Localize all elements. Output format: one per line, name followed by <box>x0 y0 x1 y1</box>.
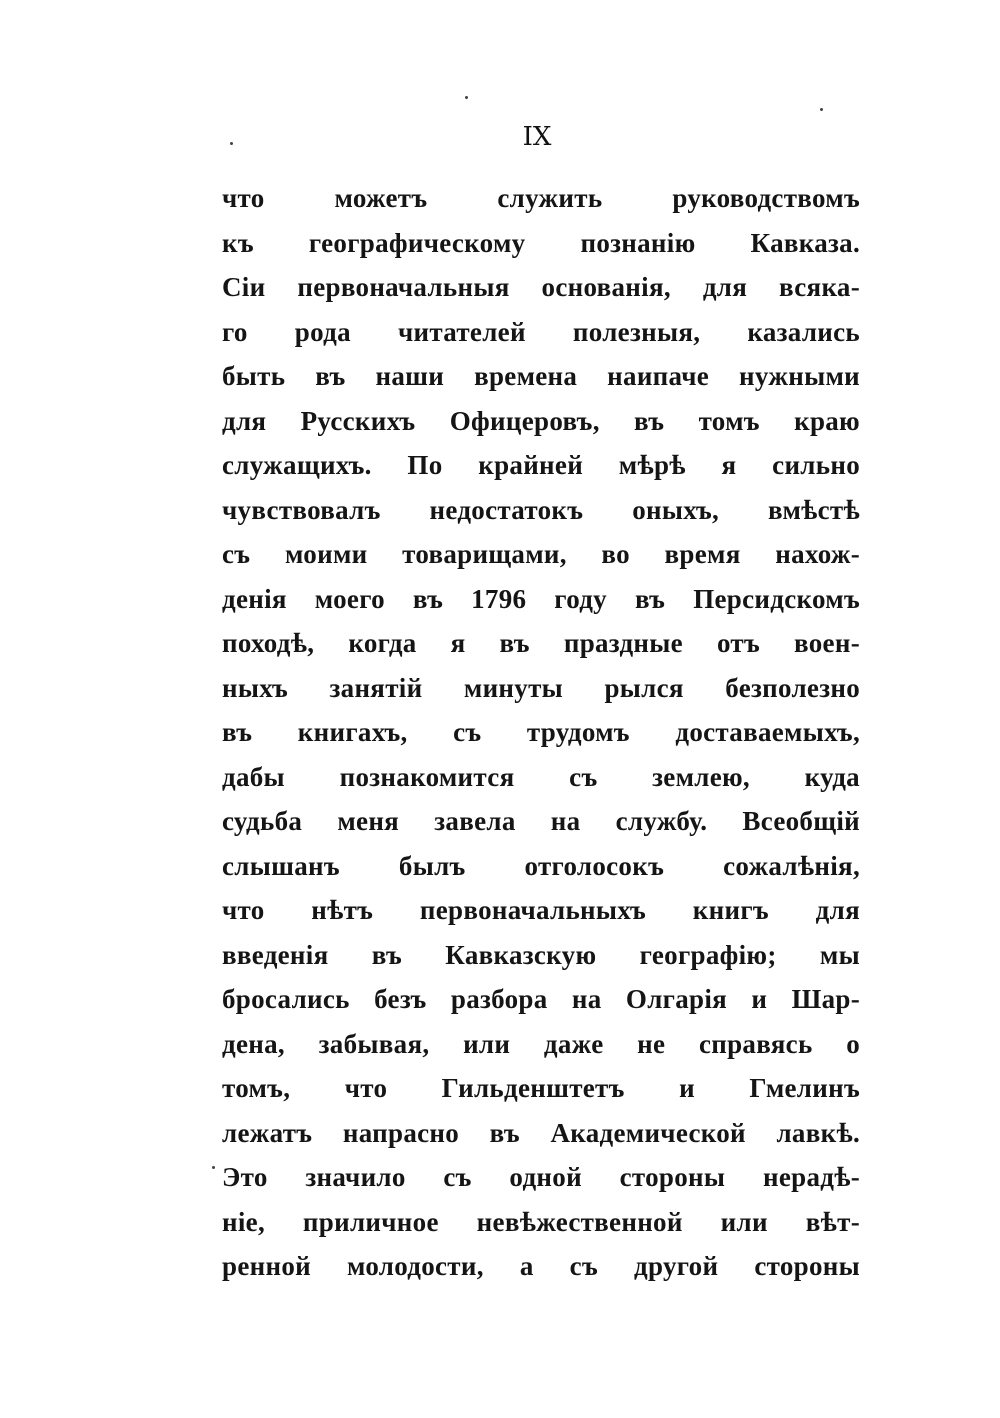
text-line: съ моими товарищами, во время нахож- <box>222 539 860 569</box>
scan-speck <box>212 1166 215 1169</box>
text-line: быть въ наши времена наипаче нужными <box>222 361 860 391</box>
text-line: что нѣтъ первоначальныхъ книгъ для <box>222 895 860 925</box>
text-line: чувствовалъ недостатокъ оныхъ, вмѣстѣ <box>222 494 860 525</box>
text-line: къ географическому познанію Кавказа. <box>222 227 860 258</box>
text-line: въ книгахъ, съ трудомъ доставаемыхъ, <box>222 717 860 747</box>
text-line: служащихъ. По крайней мѣрѣ я сильно <box>222 450 860 480</box>
text-line: ныхъ занятій минуты рылся безполезно <box>222 672 860 703</box>
text-line: слышанъ былъ отголосокъ сожалѣнія, <box>222 850 860 881</box>
text-line: судьба меня завела на службу. Всеобщій <box>222 806 860 836</box>
text-line: лежатъ напрасно въ Академической лавкѣ. <box>222 1117 860 1148</box>
text-line: денія моего въ 1796 году въ Персидскомъ <box>222 583 860 614</box>
text-line: дабы познакомится съ землею, куда <box>222 761 860 792</box>
page-number: IX <box>522 122 552 152</box>
text-line: Это значило съ одной стороны нерадѣ- <box>222 1162 860 1192</box>
text-line: походѣ, когда я въ праздные отъ воен- <box>222 628 860 658</box>
text-line: ніе, приличное невѣжественной или вѣт- <box>222 1206 860 1237</box>
text-line: введенія въ Кавказскую географію; мы <box>222 939 860 970</box>
text-line: го рода читателей полезныя, казались <box>222 316 860 347</box>
text-line: дена, забывая, или даже не справясь о <box>222 1028 860 1059</box>
text-line: ренной молодости, а съ другой стороны <box>222 1251 860 1281</box>
text-line: для Русскихъ Офицеровъ, въ томъ краю <box>222 405 860 436</box>
text-line: что можетъ служить руководствомъ <box>222 183 860 213</box>
text-line: бросались безъ разбора на Олгарія и Шар- <box>222 984 860 1014</box>
scan-speck <box>465 96 468 99</box>
text-line: томъ, что Гильденштетъ и Гмелинъ <box>222 1073 860 1103</box>
text-line: Сіи первоначальныя основанія, для всяка- <box>222 272 860 302</box>
scan-speck <box>820 108 823 111</box>
body-text <box>222 176 860 1289</box>
scan-speck <box>230 142 233 145</box>
